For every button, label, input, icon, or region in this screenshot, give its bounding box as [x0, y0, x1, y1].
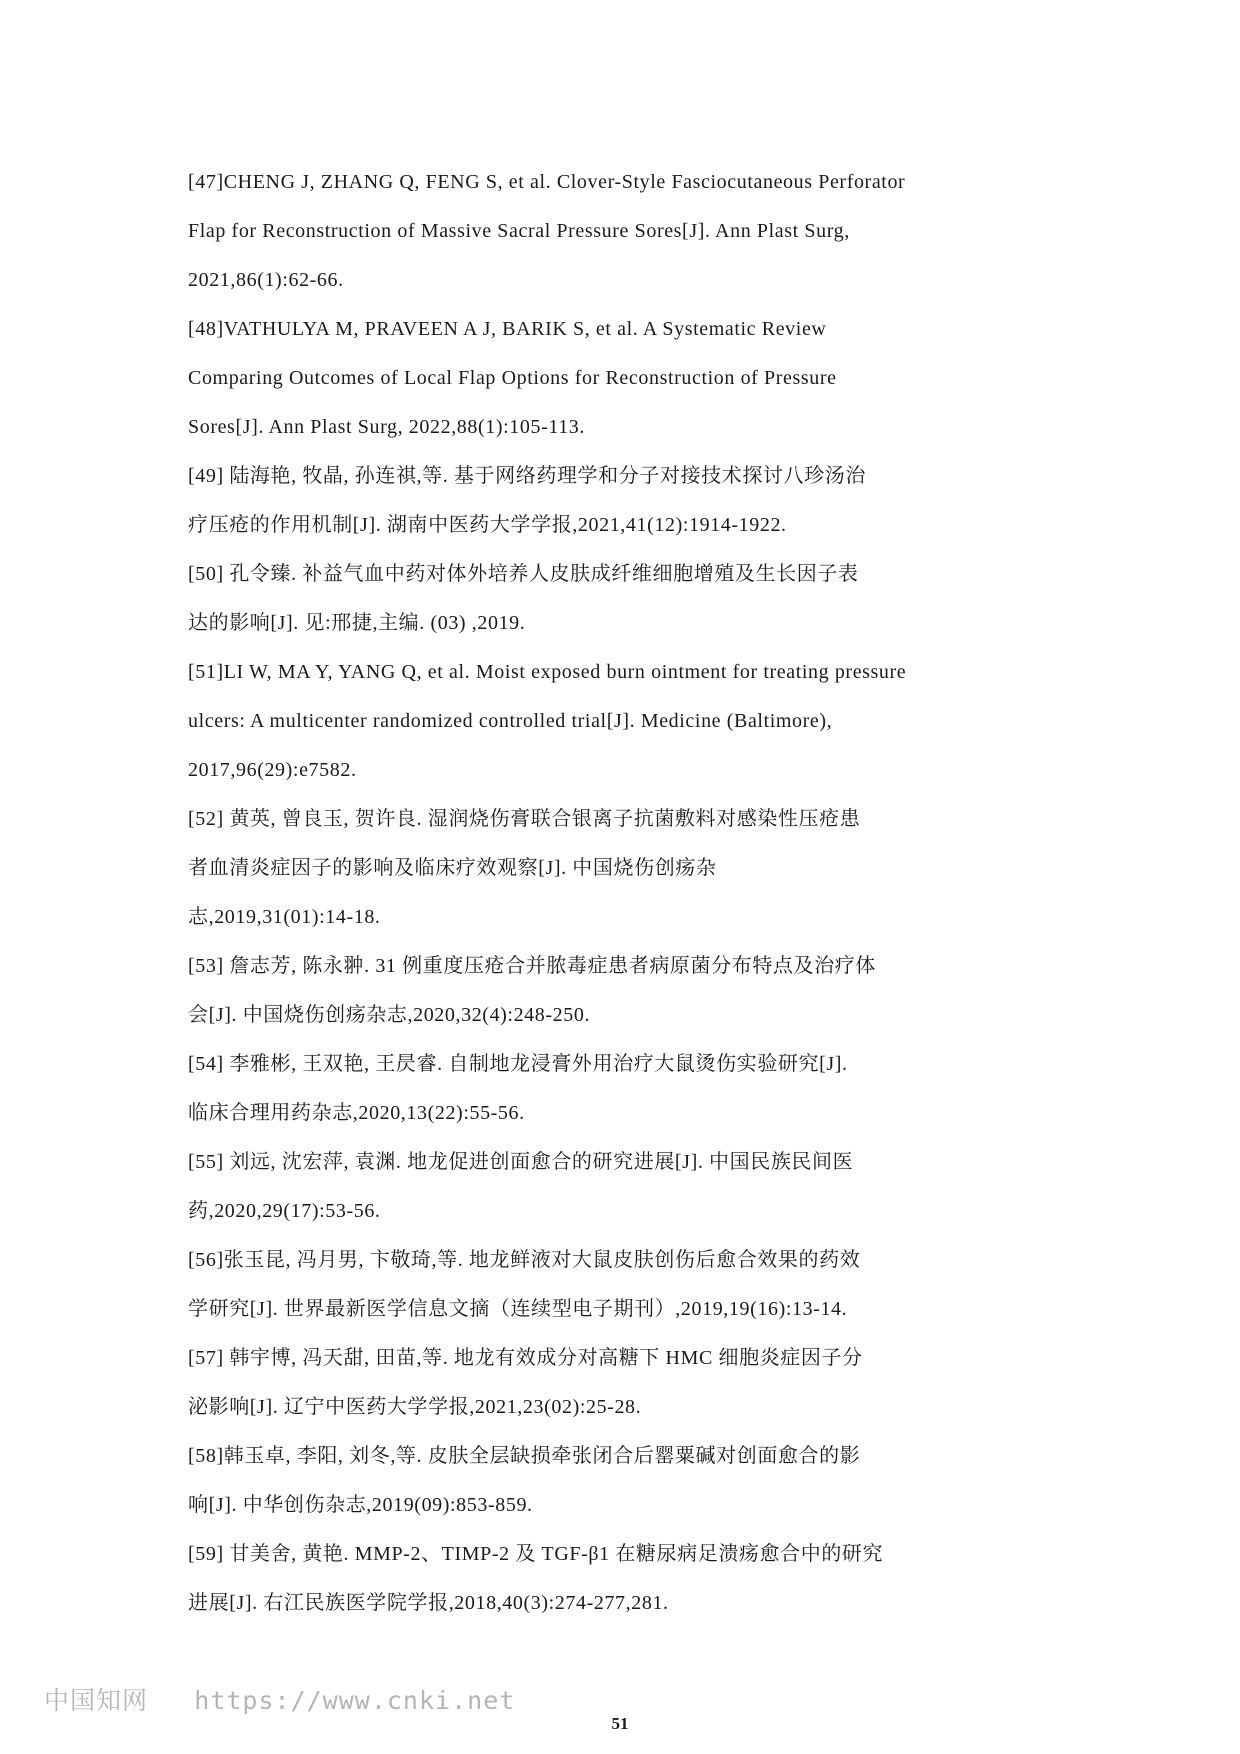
reference-line: Flap for Reconstruction of Massive Sacral Pressure Sores[J]. Ann Plast Surg,: [188, 220, 850, 242]
reference-line: 2017,96(29):e7582.: [188, 759, 357, 781]
reference-line: [48]VATHULYA M, PRAVEEN A J, BARIK S, et al. A Systematic Review: [188, 318, 827, 340]
reference-entry: [188, 1432, 1043, 1530]
reference-entry: [188, 1138, 1043, 1236]
reference-line: 达的影响[J]. 见:邢捷,主编. (03) ,2019.: [188, 612, 526, 634]
reference-entry: [188, 795, 1043, 942]
reference-line: [57] 韩宇博, 冯天甜, 田苗,等. 地龙有效成分对高糖下 HMC 细胞炎症因子分: [188, 1347, 863, 1369]
reference-line: [55] 刘远, 沈宏萍, 袁渊. 地龙促进创面愈合的研究进展[J]. 中国民族民间医: [188, 1151, 854, 1173]
reference-line: 疗压疮的作用机制[J]. 湖南中医药大学学报,2021,41(12):1914-1922.: [188, 514, 787, 536]
reference-line: 者血清炎症因子的影响及临床疗效观察[J]. 中国烧伤创疡杂: [188, 857, 717, 879]
reference-entry: [188, 1040, 1043, 1138]
reference-list: [188, 158, 1043, 1628]
reference-line: [53] 詹志芳, 陈永翀. 31 例重度压疮合并脓毒症患者病原菌分布特点及治疗体: [188, 955, 876, 977]
reference-line: 进展[J]. 右江民族医学院学报,2018,40(3):274-277,281.: [188, 1592, 669, 1614]
reference-entry: [188, 1236, 1043, 1334]
cnki-watermark: [44, 1686, 515, 1716]
reference-line: 志,2019,31(01):14-18.: [188, 906, 381, 928]
reference-entry: [188, 550, 1043, 648]
reference-line: 学研究[J]. 世界最新医学信息文摘（连续型电子期刊）,2019,19(16):13-14.: [188, 1298, 848, 1320]
watermark-logo-text: 中国知网: [44, 1686, 149, 1715]
reference-line: [56]张玉昆, 冯月男, 卞敬琦,等. 地龙鲜液对大鼠皮肤创伤后愈合效果的药效: [188, 1249, 861, 1271]
reference-line: [59] 甘美舍, 黄艳. MMP-2、TIMP-2 及 TGF-β1 在糖尿病足溃疡愈合中的研究: [188, 1543, 884, 1565]
reference-line: 会[J]. 中国烧伤创疡杂志,2020,32(4):248-250.: [188, 1004, 591, 1026]
reference-entry: [188, 305, 1043, 452]
reference-line: [54] 李雅彬, 王双艳, 王昃睿. 自制地龙浸膏外用治疗大鼠烫伤实验研究[J].: [188, 1053, 848, 1075]
reference-entry: [188, 942, 1043, 1040]
reference-line: 临床合理用药杂志,2020,13(22):55-56.: [188, 1102, 525, 1124]
reference-line: [49] 陆海艳, 牧晶, 孙连祺,等. 基于网络药理学和分子对接技术探讨八珍汤治: [188, 465, 866, 487]
reference-line: [47]CHENG J, ZHANG Q, FENG S, et al. Clover-Style Fasciocutaneous Perforator: [188, 171, 906, 193]
reference-entry: [188, 648, 1043, 795]
reference-line: Sores[J]. Ann Plast Surg, 2022,88(1):105-113.: [188, 416, 585, 438]
reference-line: Comparing Outcomes of Local Flap Options for Reconstruction of Pressure: [188, 367, 837, 389]
reference-line: [51]LI W, MA Y, YANG Q, et al. Moist exposed burn ointment for treating pressure: [188, 661, 907, 683]
reference-entry: [188, 452, 1043, 550]
reference-line: 药,2020,29(17):53-56.: [188, 1200, 381, 1222]
reference-entry: [188, 1334, 1043, 1432]
page-number: 51: [611, 1714, 629, 1733]
watermark-url: https://www.cnki.net: [194, 1686, 516, 1715]
reference-line: [50] 孔令臻. 补益气血中药对体外培养人皮肤成纤维细胞增殖及生长因子表: [188, 563, 859, 585]
reference-entry: [188, 1530, 1043, 1628]
reference-line: 泌影响[J]. 辽宁中医药大学学报,2021,23(02):25-28.: [188, 1396, 642, 1418]
reference-line: 响[J]. 中华创伤杂志,2019(09):853-859.: [188, 1494, 533, 1516]
reference-line: ulcers: A multicenter randomized controlled trial[J]. Medicine (Baltimore),: [188, 710, 833, 732]
reference-entry: [188, 158, 1043, 305]
reference-line: [52] 黄英, 曾良玉, 贺许良. 湿润烧伤膏联合银离子抗菌敷料对感染性压疮患: [188, 808, 861, 830]
reference-line: 2021,86(1):62-66.: [188, 269, 344, 291]
reference-line: [58]韩玉卓, 李阳, 刘冬,等. 皮肤全层缺损牵张闭合后罂粟碱对创面愈合的影: [188, 1445, 861, 1467]
